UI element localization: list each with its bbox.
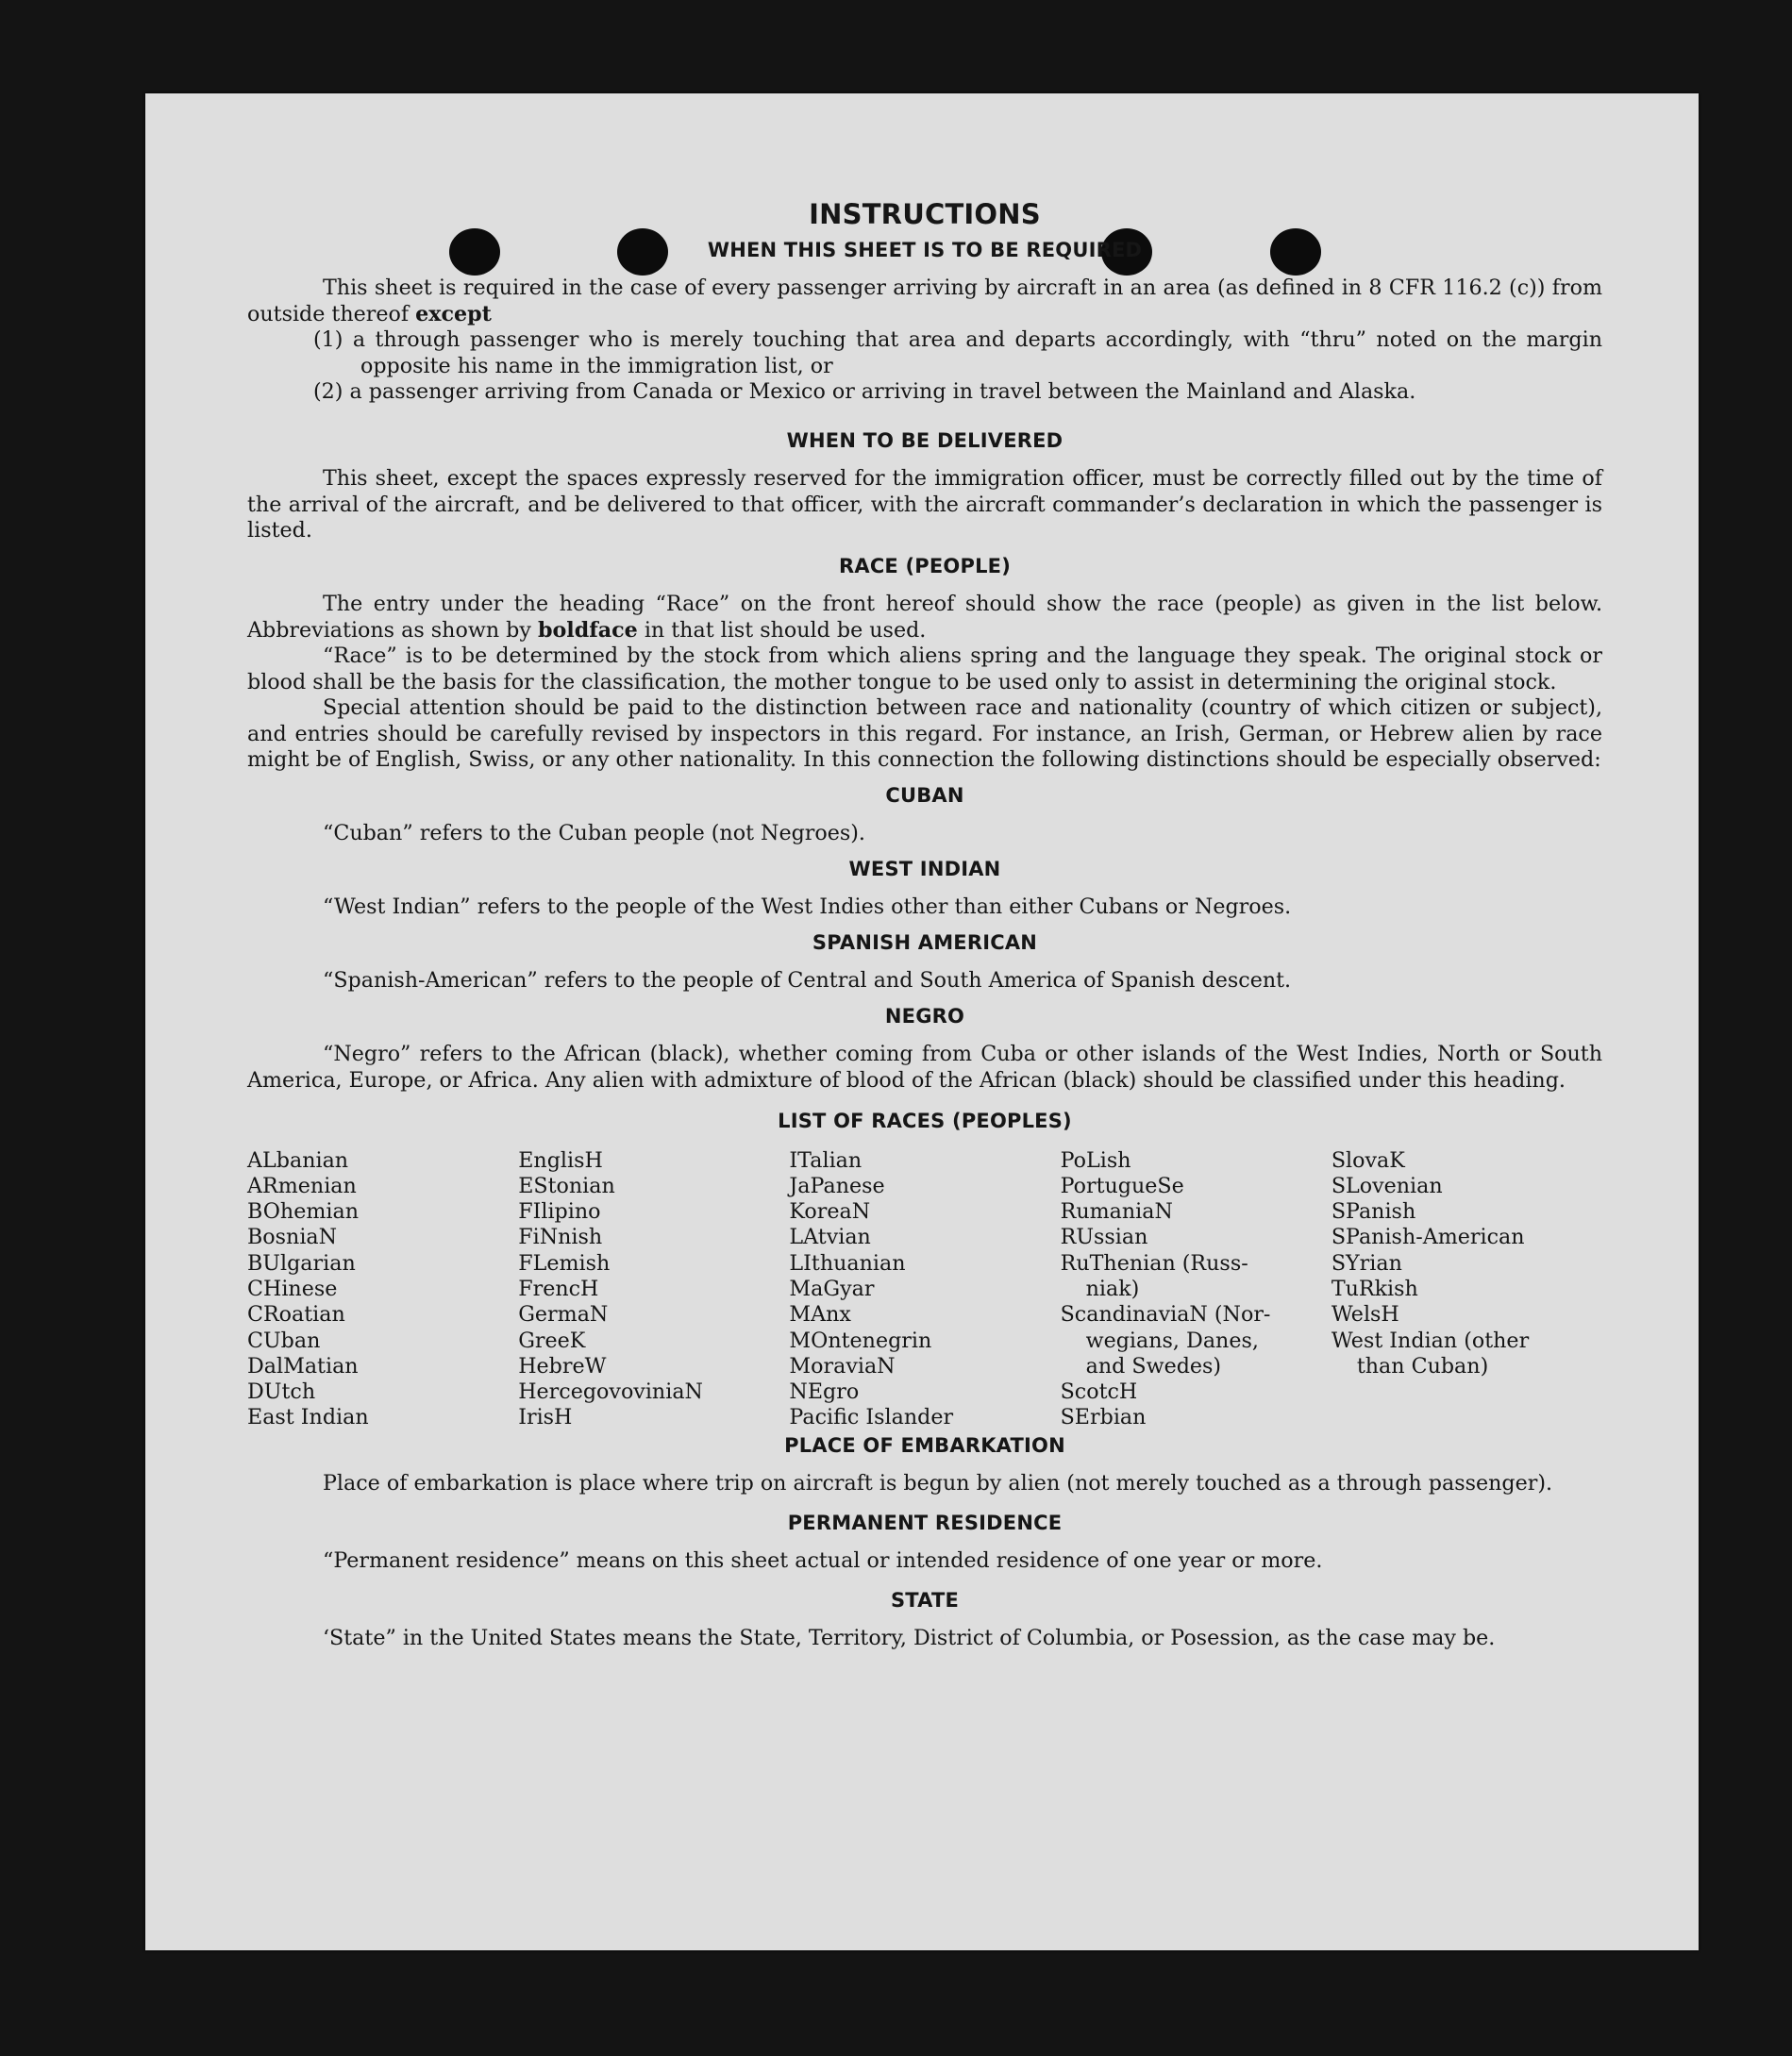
race-entry: RUssian — [1060, 1225, 1148, 1250]
race-entry: East Indian — [247, 1405, 369, 1430]
race-entry: ALbanian — [247, 1147, 349, 1173]
race-entry: BUlgarian — [247, 1250, 356, 1276]
document-text — [247, 193, 1602, 1652]
race-entry: DUtch — [247, 1379, 316, 1405]
race-paragraph-2: “Race” is to be determined by the stock from which aliens spring and the language they speak. The original stock or blood shall be the basis for the classification, the mother tongue to be used only to assist in determining the original stock. — [247, 644, 1602, 694]
heading-cuban: CUBAN — [885, 783, 964, 807]
race-column — [247, 1148, 518, 1431]
race-entry: FiNnish — [518, 1225, 603, 1250]
race-entry: ScotcH — [1060, 1379, 1138, 1405]
exception-item-2: (2) a passenger arriving from Canada or Mexico or arriving in travel between the Mainland and Alaska. — [313, 379, 1416, 404]
race-entry: FLemish — [518, 1250, 611, 1276]
spanish-american-paragraph: “Spanish-American” refers to the people of Central and South America of Spanish descent. — [323, 968, 1292, 993]
heading-spanish-american: SPANISH AMERICAN — [812, 930, 1038, 954]
race-entry: DalMatian — [247, 1353, 359, 1379]
except-bold: except — [415, 301, 492, 326]
heading-race: RACE (PEOPLE) — [839, 554, 1011, 577]
race-entry: FIlipino — [518, 1199, 601, 1225]
race-entry: PoLish — [1060, 1147, 1131, 1173]
exception-item-1: (1) a through passenger who is merely touching that area and departs accordingly, with “thru” noted on the margin opposite his name in the immigration list, or — [313, 327, 1602, 378]
heading-negro: NEGRO — [884, 1004, 965, 1028]
race-entry: IrisH — [518, 1405, 573, 1430]
race-entry: LIthuanian — [789, 1250, 906, 1276]
race-entry: ARmenian — [247, 1173, 357, 1198]
race-entry: than Cuban) — [1356, 1353, 1489, 1379]
race-entry: BosniaN — [247, 1225, 338, 1250]
race-entry: wegians, Danes, — [1085, 1328, 1259, 1353]
race-entry: HercegovoviniaN — [518, 1379, 703, 1405]
required-text: This sheet is required in the case of every passenger arriving by aircraft in an area (as defined in 8 CFR 116.2 (c)) from outside thereof — [247, 276, 1602, 326]
race-entry: WelsH — [1331, 1302, 1399, 1328]
race-entry: RumaniaN — [1060, 1199, 1173, 1225]
heading-list-of-races: LIST OF RACES (PEOPLES) — [778, 1110, 1072, 1132]
race-entry: SlovaK — [1331, 1147, 1405, 1173]
race-entry: MaGyar — [789, 1276, 875, 1301]
race-entry: niak) — [1085, 1276, 1140, 1301]
negro-paragraph: “Negro” refers to the African (black), whether coming from Cuba or other islands of the West Indies, North or South America, Europe, or Africa. Any alien with admixture of blood of the African (black) should be classified under this heading. — [247, 1042, 1602, 1093]
heading-when-delivered: WHEN TO BE DELIVERED — [786, 428, 1063, 452]
race-entry: and Swedes) — [1085, 1353, 1222, 1379]
race-entry: PortugueSe — [1060, 1173, 1184, 1198]
race-column — [1061, 1148, 1331, 1431]
page-title: INSTRUCTIONS — [809, 198, 1041, 230]
race-entry: MOntenegrin — [789, 1328, 932, 1353]
race-column — [789, 1148, 1060, 1431]
race-paragraph-1 — [247, 592, 1602, 644]
west-indian-paragraph: “West Indian” refers to the people of the West Indies other than either Cubans or Negroes. — [323, 894, 1292, 919]
race-entry: SPanish — [1331, 1199, 1416, 1225]
heading-state: STATE — [890, 1588, 960, 1612]
race-entry: CRoatian — [247, 1302, 345, 1328]
race-entry: GermaN — [518, 1302, 609, 1328]
race-entry: NEgro — [789, 1379, 860, 1405]
race-entry: EnglisH — [518, 1147, 603, 1173]
boldface-word: boldface — [537, 617, 638, 643]
state-paragraph: ‘State” in the United States means the State, Territory, District of Columbia, or Posession, as the case may be. — [323, 1626, 1496, 1651]
race-entry: CHinese — [247, 1276, 338, 1301]
race-entry: FrencH — [518, 1276, 599, 1301]
race-paragraph-3: Special attention should be paid to the distinction between race and nationality (country of which citizen or subject), and entries should be carefully revised by inspectors in this regard. For instance, an Irish, German, or Hebrew alien by race might be of English, Swiss, or any other nationality. In this connection the following distinctions should be especially observed: — [247, 695, 1602, 772]
cuban-paragraph: “Cuban” refers to the Cuban people (not Negroes). — [323, 821, 865, 845]
race-entry: EStonian — [518, 1173, 615, 1198]
race-entry: SLovenian — [1331, 1173, 1443, 1198]
race-entry: SYrian — [1331, 1250, 1402, 1276]
race-text-a: The entry under the heading “Race” on the front hereof should show the race (people) as given in the list below. Abbreviations as shown by — [247, 592, 1602, 643]
race-entry: Pacific Islander — [789, 1405, 954, 1430]
required-paragraph — [247, 276, 1602, 327]
race-entry: MAnx — [789, 1302, 851, 1328]
race-entry: JaPanese — [789, 1173, 885, 1198]
race-entry: West Indian (other — [1331, 1328, 1530, 1353]
race-text-b: in that list should be used. — [637, 617, 927, 643]
race-entry: LAtvian — [789, 1225, 871, 1250]
race-entry: GreeK — [518, 1328, 586, 1353]
delivered-paragraph: This sheet, except the spaces expressly reserved for the immigration officer, must be correctly filled out by the time of the arrival of the aircraft, and be delivered to that officer, with the aircraft commander’s declaration in which the passenger is listed. — [247, 466, 1602, 543]
residence-paragraph: “Permanent residence” means on this sheet actual or intended residence of one year or more. — [323, 1548, 1323, 1574]
races-list — [247, 1148, 1602, 1431]
race-column — [1331, 1148, 1602, 1431]
embarkation-paragraph: Place of embarkation is place where trip on aircraft is begun by alien (not merely touched as a through passenger). — [323, 1471, 1553, 1496]
heading-west-indian: WEST INDIAN — [848, 857, 1001, 880]
race-entry: ScandinaviaN (Nor- — [1060, 1302, 1271, 1328]
race-entry: SErbian — [1060, 1405, 1147, 1430]
race-entry: BOhemian — [247, 1199, 359, 1225]
race-entry: KoreaN — [789, 1199, 871, 1225]
race-column — [518, 1148, 789, 1431]
race-entry: HebreW — [518, 1353, 607, 1379]
heading-when-required: WHEN THIS SHEET IS TO BE REQUIRED — [707, 238, 1143, 261]
race-entry: CUban — [247, 1328, 321, 1353]
race-entry: RuThenian (Russ- — [1060, 1250, 1248, 1276]
race-entry: MoraviaN — [789, 1353, 896, 1379]
race-entry: SPanish-American — [1331, 1225, 1525, 1250]
race-entry: TuRkish — [1331, 1276, 1418, 1301]
race-entry: ITalian — [789, 1147, 863, 1173]
heading-embarkation: PLACE OF EMBARKATION — [784, 1433, 1065, 1457]
heading-permanent-residence: PERMANENT RESIDENCE — [787, 1511, 1063, 1534]
